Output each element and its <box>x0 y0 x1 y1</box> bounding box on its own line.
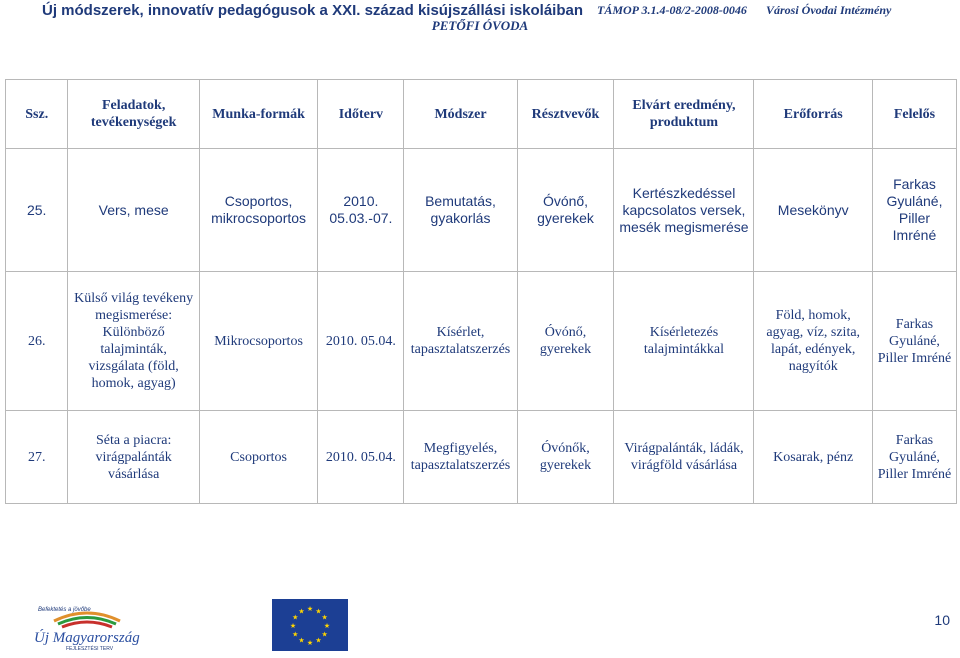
header-cell: Résztvevők <box>517 80 614 149</box>
table-cell: 26. <box>6 272 68 411</box>
svg-text:★: ★ <box>306 605 314 613</box>
table-cell: Föld, homok, agyag, víz, szita, lapát, edények, nagyítók <box>754 272 872 411</box>
header-cell: Elvárt eredmény, produktum <box>614 80 754 149</box>
table-header-row <box>6 80 957 149</box>
logo-tagline: Befektetés a jövőbe <box>38 607 91 613</box>
table-cell: Kertészkedéssel kapcsolatos versek, mesék megismerése <box>614 149 754 272</box>
table-cell: Séta a piacra: virágpalánták vásárlása <box>68 411 199 504</box>
header-cell: Időterv <box>318 80 404 149</box>
svg-text:★: ★ <box>323 622 331 630</box>
svg-text:★: ★ <box>321 613 328 622</box>
table-cell: Megfigyelés, tapasztalatszerzés <box>404 411 517 504</box>
header-kindergarten: PETŐFI ÓVODA <box>431 18 529 33</box>
header-cell: Felelős <box>872 80 956 149</box>
page-number: 10 <box>934 612 950 628</box>
logo-title: Új Magyarország <box>34 630 140 646</box>
uj-magyarorszag-logo-icon <box>32 603 142 653</box>
table-cell: Farkas Gyuláné, Piller Imréné <box>872 149 956 272</box>
table-row <box>6 272 957 411</box>
eu-flag-logo <box>272 599 348 651</box>
table-cell: Virágpalánták, ládák, virágföld vásárlása <box>614 411 754 504</box>
header-cell: Módszer <box>404 80 517 149</box>
table-cell: 25. <box>6 149 68 272</box>
table-row <box>6 411 957 504</box>
table-cell: Mikrocsoportos <box>199 272 317 411</box>
header-project-title: Új módszerek, innovatív pedagógusok a XXI. század kisújszállási iskoláiban <box>42 2 584 19</box>
table-cell: Óvónők, gyerekek <box>517 411 614 504</box>
header-cell: Ssz. <box>6 80 68 149</box>
table-cell: Kosarak, pénz <box>754 411 872 504</box>
svg-text:★: ★ <box>306 639 314 647</box>
table-cell: 2010. 05.04. <box>318 272 404 411</box>
table-cell: Óvónő, gyerekek <box>517 149 614 272</box>
header-cell: Munka-formák <box>199 80 317 149</box>
header-cell: Erőforrás <box>754 80 872 149</box>
page-header <box>0 0 960 44</box>
table-cell: 2010. 05.03.-07. <box>318 149 404 272</box>
svg-text:★: ★ <box>298 607 305 616</box>
svg-text:★: ★ <box>292 613 299 622</box>
svg-text:★: ★ <box>289 622 297 630</box>
table-row <box>6 149 957 272</box>
table-cell: Külső világ tevékeny megismerése: Különböző talajminták, vizsgálata (föld, homok, agyag) <box>68 272 199 411</box>
table-cell: Mesekönyv <box>754 149 872 272</box>
activity-plan-table <box>5 79 957 504</box>
table-cell: Farkas Gyuláné, Piller Imréné <box>872 411 956 504</box>
svg-text:★: ★ <box>321 630 328 639</box>
table-cell: Farkas Gyuláné, Piller Imréné <box>872 272 956 411</box>
svg-text:★: ★ <box>315 636 322 645</box>
table-cell: Óvónő, gyerekek <box>517 272 614 411</box>
header-cell: Feladatok, tevékenységek <box>68 80 199 149</box>
table-cell: Kísérletezés talajmintákkal <box>614 272 754 411</box>
table-cell: Csoportos, mikrocsoportos <box>199 149 317 272</box>
table-cell: 2010. 05.04. <box>318 411 404 504</box>
header-institution: Városi Óvodai Intézmény <box>766 3 892 17</box>
uj-magyarorszag-logo <box>32 603 142 653</box>
header-project-code: TÁMOP 3.1.4-08/2-2008-0046 <box>597 3 747 17</box>
svg-text:★: ★ <box>298 636 305 645</box>
table-cell: Kísérlet, tapasztalatszerzés <box>404 272 517 411</box>
eu-flag-icon <box>272 599 348 651</box>
table-cell: Bemutatás, gyakorlás <box>404 149 517 272</box>
table-cell: Vers, mese <box>68 149 199 272</box>
svg-text:★: ★ <box>292 630 299 639</box>
logo-subtitle: FEJLESZTÉSI TERV <box>66 646 114 652</box>
table-cell: 27. <box>6 411 68 504</box>
table-cell: Csoportos <box>199 411 317 504</box>
svg-text:★: ★ <box>315 607 322 616</box>
